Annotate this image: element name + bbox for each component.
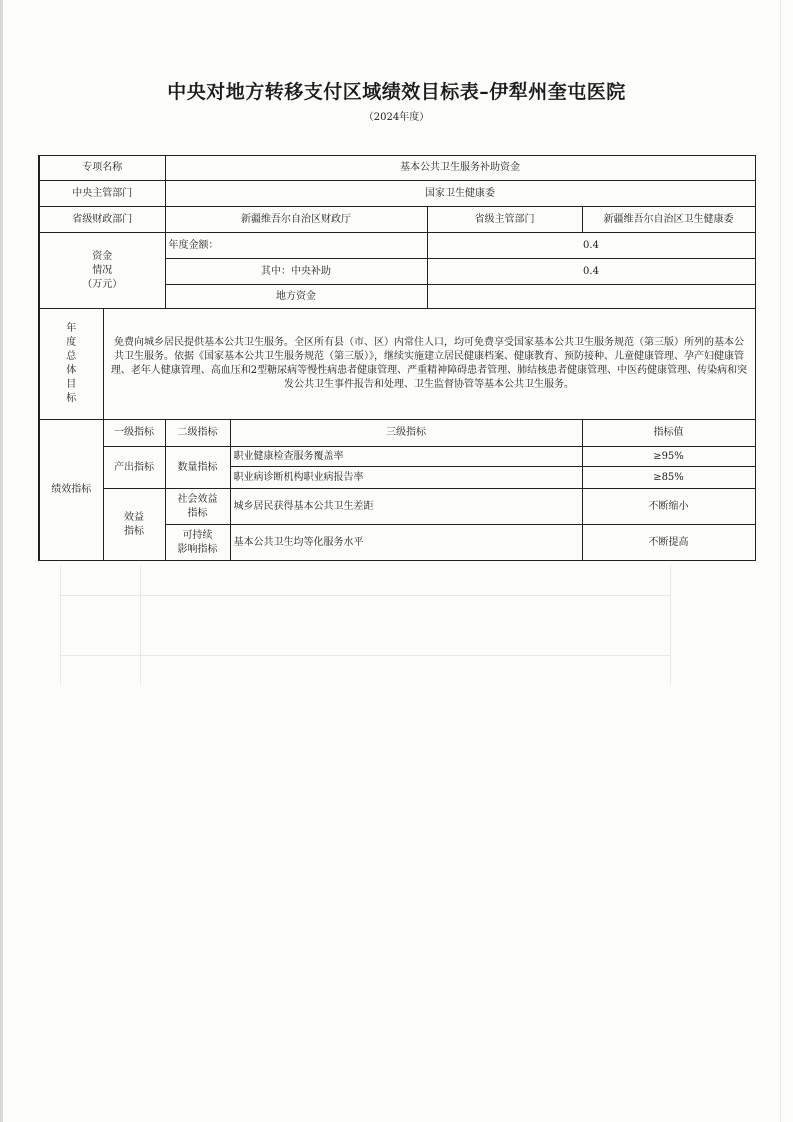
perf-output-value: ≥95% bbox=[582, 447, 755, 467]
funds-annual-label: 年度金额： bbox=[165, 233, 427, 259]
row-funds-annual bbox=[39, 233, 755, 259]
perf-sustain-level2: 可持续 影响指标 bbox=[165, 525, 230, 561]
central-dept-label: 中央主管部门 bbox=[39, 181, 165, 207]
perf-header-level2: 二级指标 bbox=[165, 420, 230, 447]
perf-label: 绩效指标 bbox=[39, 420, 103, 561]
perf-output-row bbox=[39, 447, 755, 467]
perf-header-level1: 一级指标 bbox=[103, 420, 165, 447]
perf-benefit-level1: 效益 指标 bbox=[103, 489, 165, 561]
row-central-dept bbox=[39, 181, 755, 207]
funds-annual-value: 0.4 bbox=[427, 233, 755, 259]
year-label: （2024年度） bbox=[363, 112, 430, 123]
row-perf-header bbox=[39, 420, 755, 447]
perf-social-value: 不断缩小 bbox=[582, 489, 755, 525]
perf-header-level3: 三级指标 bbox=[230, 420, 582, 447]
central-dept-value: 国家卫生健康委 bbox=[165, 181, 755, 207]
funds-local-label: 地方资金 bbox=[165, 285, 427, 309]
perf-output-level3: 职业病诊断机构职业病报告率 bbox=[230, 467, 582, 489]
bleed-through-shadow bbox=[30, 565, 770, 685]
page-title: 中央对地方转移支付区域绩效目标表–伊犁州奎屯医院 bbox=[167, 81, 626, 103]
perf-output-level3: 职业健康检查服务覆盖率 bbox=[230, 447, 582, 467]
funds-central-label: 其中：中央补助 bbox=[165, 259, 427, 285]
page-edge-right bbox=[780, 0, 781, 1122]
perf-social-level3: 城乡居民获得基本公共卫生差距 bbox=[230, 489, 582, 525]
perf-social-level2: 社会效益 指标 bbox=[165, 489, 230, 525]
provincial-dept-label: 省级主管部门 bbox=[427, 207, 582, 233]
row-project bbox=[39, 156, 755, 181]
perf-sustain-value: 不断提高 bbox=[582, 525, 755, 561]
perf-social-row bbox=[39, 489, 755, 525]
perf-output-value: ≥85% bbox=[582, 467, 755, 489]
perf-sustain-level3: 基本公共卫生均等化服务水平 bbox=[230, 525, 582, 561]
perf-header-value: 指标值 bbox=[582, 420, 755, 447]
performance-target-table bbox=[38, 155, 756, 561]
project-value: 基本公共卫生服务补助资金 bbox=[165, 156, 755, 181]
funds-label: 资金 情况 （万元） bbox=[39, 233, 165, 309]
provincial-dept-value: 新疆维吾尔自治区卫生健康委 bbox=[582, 207, 755, 233]
goal-label: 年 度 总 体 目 标 bbox=[39, 309, 103, 420]
goal-text: 免费向城乡居民提供基本公共卫生服务。全区所有县（市、区）内常住人口，均可免费享受国家基本公共卫生服务规范（第三版）所列的基本公共卫生服务。依据《国家基本公共卫生服务规范（第三版）》，继续实施建立居民健康档案、健康教育、预防接种、儿童健康管理、孕产妇健康管理、老年人健康管理、高血压和2型糖尿病等慢性病患者健康管理、严重精神障碍患者管理、肺结核患者健康管理、中医药健康管理、传染病和突发公共卫生事件报告和处理、卫生监督协管等基本公共卫生服务。 bbox=[103, 309, 755, 420]
provincial-finance-value: 新疆维吾尔自治区财政厅 bbox=[165, 207, 427, 233]
project-label: 专项名称 bbox=[39, 156, 165, 181]
funds-central-value: 0.4 bbox=[427, 259, 755, 285]
page-edge bbox=[0, 0, 3, 1122]
row-provincial bbox=[39, 207, 755, 233]
funds-local-value bbox=[427, 285, 755, 309]
row-goal bbox=[39, 309, 755, 420]
perf-output-level1: 产出指标 bbox=[103, 447, 165, 489]
perf-output-level2: 数量指标 bbox=[165, 447, 230, 489]
provincial-finance-label: 省级财政部门 bbox=[39, 207, 165, 233]
